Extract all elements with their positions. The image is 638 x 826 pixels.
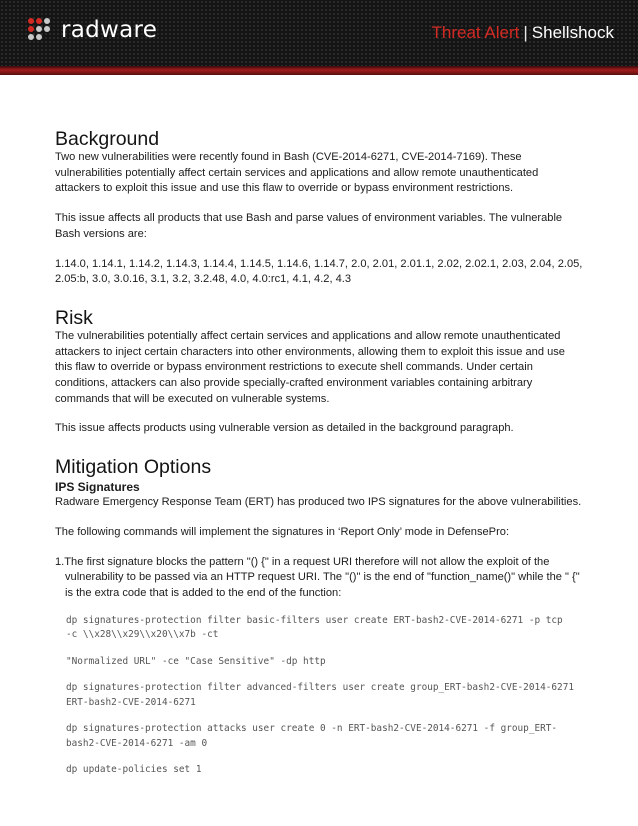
header-accent-stripe xyxy=(0,66,638,75)
document-body xyxy=(55,128,585,778)
mitigation-paragraph-2: The following commands will implement the signatures in ‘Report Only’ mode in DefensePro: xyxy=(55,525,510,538)
mitigation-paragraph-1: Radware Emergency Response Team (ERT) has produced two IPS signatures for the above vulnerabilities. xyxy=(55,496,582,509)
ips-signatures-subheading: IPS Signatures xyxy=(55,480,140,495)
code-block-4: dp signatures-protection attacks user create 0 -n ERT-bash2-CVE-2014-6271 -f group_ERT- bash2-CVE-2014-6271 -am 0 xyxy=(66,723,558,749)
radware-logo xyxy=(28,18,157,42)
alert-label: Threat Alert xyxy=(431,23,520,42)
page-header xyxy=(0,0,638,66)
mitigation-steps xyxy=(55,555,585,602)
code-block-2: "Normalized URL" -ce "Case Sensitive" -dp http xyxy=(66,655,326,667)
background-paragraph-1: Two new vulnerabilities were recently found in Bash (CVE-2014-6271, CVE-2014-7169). These vulnerabilities potentially affect certain services and applications and allow remote unauthenticated attackers to exploit this issue and use this flaw to override or bypass environment restrictions. xyxy=(55,151,539,195)
document-title xyxy=(431,24,614,41)
mitigation-heading: Mitigation Options xyxy=(55,456,212,479)
title-separator: | xyxy=(523,23,528,42)
code-block-3: dp signatures-protection filter advanced-filters user create group_ERT-bash2-CVE-2014-6271 ERT-bash2-CVE-2014-6271 xyxy=(66,682,574,708)
risk-paragraph-2: This issue affects products using vulnerable version as detailed in the background paragraph. xyxy=(55,422,514,435)
risk-heading: Risk xyxy=(55,306,93,329)
bash-versions-list: 1.14.0, 1.14.1, 1.14.2, 1.14.3, 1.14.4, 1.14.5, 1.14.6, 1.14.7, 2.0, 2.01, 2.01.1, 2.02, 2.02.1, 2.03, 2.04, 2.05, 2.05:b, 3.0, 3.0.16, 3.1, 3.2, 3.2.48, 4.0, 4.0:rc1, 4.1, 4.2, 4.3 xyxy=(55,257,583,286)
code-block-5: dp update-policies set 1 xyxy=(66,764,202,776)
code-block-1: dp signatures-protection filter basic-filters user create ERT-bash2-CVE-2014-6271 -p tcp -c \\x28\\x29\\x20\\x7b -ct xyxy=(66,614,563,641)
risk-paragraph-1: The vulnerabilities potentially affect certain services and applications and allow remote unauthenticated attackers to inject certain characters into other environments, allowing them to exploit this issue and use this flaw to override or bypass environment restrictions to execute shell commands. Under certain conditions, attackers can also provide specially-crafted environment variables containing arbitrary commands that will be executed on vulnerable systems. xyxy=(55,329,565,405)
logo-text: radware xyxy=(61,16,158,43)
radware-logo-mark-icon xyxy=(28,18,55,42)
mitigation-step-1: 1.The first signature blocks the pattern "() {" in a request URI therefore will not allow the exploit of the vulnerability to be passed via an HTTP request URI. The "()" is the end of "function_name()" while the " {" is the extra code that is added to the end of the function: xyxy=(55,555,580,599)
background-paragraph-2: This issue affects all products that use Bash and parse values of environment variables. The vulnerable Bash versions are: xyxy=(55,212,563,240)
alert-topic: Shellshock xyxy=(531,23,614,42)
background-heading: Background xyxy=(55,128,160,150)
